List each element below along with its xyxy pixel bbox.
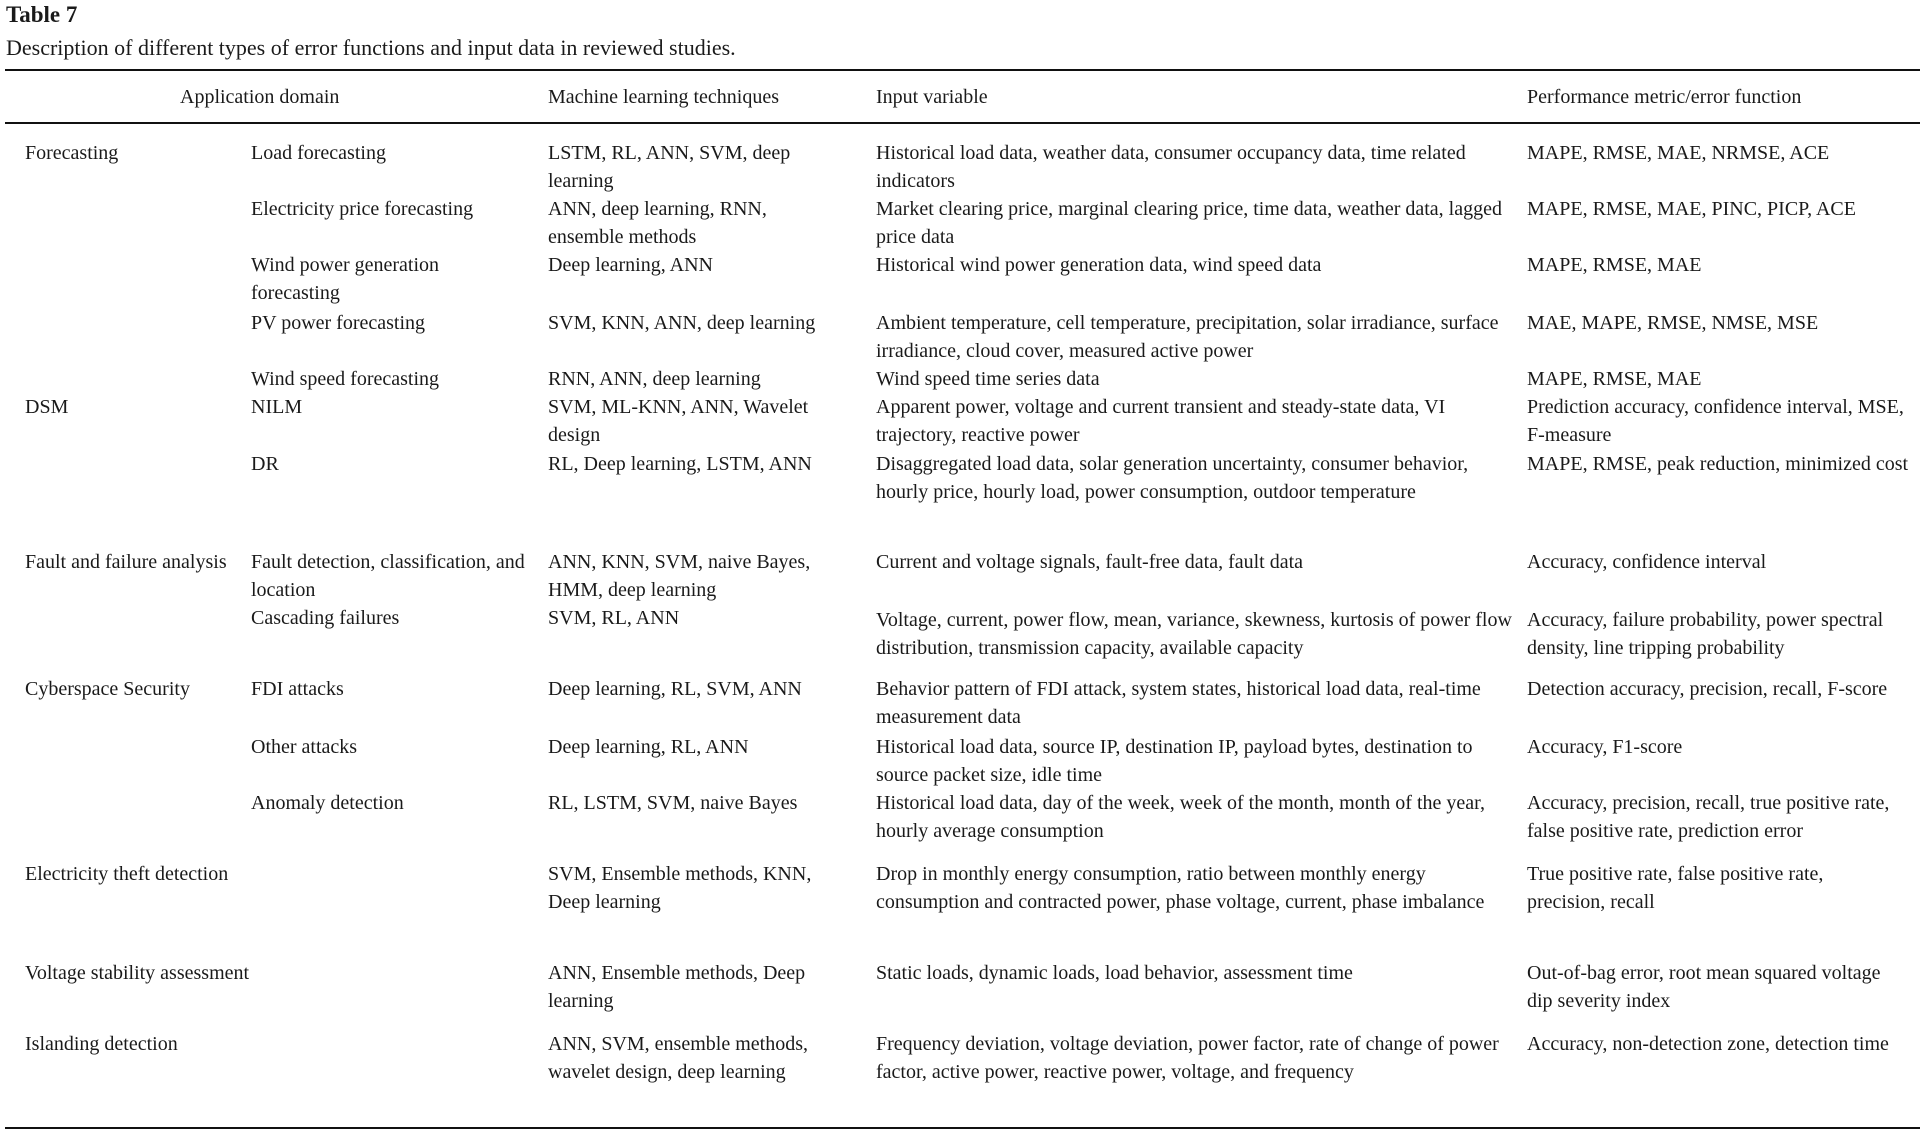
inputs-cell: Market clearing price, marginal clearing price, time data, weather data, lagged price data (876, 198, 1502, 248)
subdomain-cell: NILM (251, 396, 303, 418)
inputs-cell: Behavior pattern of FDI attack, system states, historical load data, real-time measurement data (876, 678, 1481, 728)
inputs-cell: Drop in monthly energy consumption, ratio between monthly energy consumption and contracted power, phase voltage, current, phase imbalance (876, 863, 1485, 913)
metrics-cell: Accuracy, precision, recall, true positive rate, false positive rate, prediction error (1527, 792, 1890, 842)
inputs-cell: Ambient temperature, cell temperature, precipitation, solar irradiance, surface irradiance, cloud cover, measured active power (876, 312, 1499, 362)
subdomain-cell: Cascading failures (251, 607, 400, 629)
techniques-cell: ANN, Ensemble methods, Deep learning (548, 962, 806, 1012)
techniques-cell: LSTM, RL, ANN, SVM, deep learning (548, 142, 791, 192)
subdomain-cell: Other attacks (251, 736, 358, 758)
metrics-cell: Accuracy, failure probability, power spectral density, line tripping probability (1527, 609, 1884, 659)
techniques-cell: RL, Deep learning, LSTM, ANN (548, 453, 812, 475)
metrics-cell: Out-of-bag error, root mean squared voltage dip severity index (1527, 962, 1881, 1012)
header-rule (5, 122, 1920, 124)
techniques-cell: RNN, ANN, deep learning (548, 368, 761, 390)
metrics-cell: Detection accuracy, precision, recall, F-score (1527, 678, 1888, 700)
metrics-cell: Prediction accuracy, confidence interval, MSE, F-measure (1527, 396, 1904, 446)
subdomain-cell: Fault detection, classification, and location (251, 551, 525, 601)
metrics-cell: True positive rate, false positive rate, precision, recall (1527, 863, 1824, 913)
subdomain-cell: Wind speed forecasting (251, 368, 440, 390)
table-caption: Description of different types of error functions and input data in reviewed studies. (6, 35, 736, 60)
subdomain-cell: PV power forecasting (251, 312, 426, 334)
metrics-cell: MAPE, RMSE, MAE (1527, 254, 1702, 276)
techniques-cell: Deep learning, RL, ANN (548, 736, 749, 758)
inputs-cell: Disaggregated load data, solar generation uncertainty, consumer behavior, hourly price, hourly load, power consumption, outdoor temperature (876, 453, 1469, 503)
techniques-cell: ANN, SVM, ensemble methods, wavelet design, deep learning (548, 1033, 808, 1083)
techniques-cell: SVM, RL, ANN (548, 607, 680, 629)
bottom-rule (5, 1127, 1920, 1129)
metrics-cell: MAPE, RMSE, MAE, NRMSE, ACE (1527, 142, 1830, 164)
metrics-cell: MAPE, RMSE, MAE (1527, 368, 1702, 390)
techniques-cell: Deep learning, ANN (548, 254, 713, 276)
metrics-cell: Accuracy, confidence interval (1527, 551, 1767, 573)
inputs-cell: Frequency deviation, voltage deviation, power factor, rate of change of power factor, active power, reactive power, voltage, and frequency (876, 1033, 1499, 1083)
techniques-cell: ANN, deep learning, RNN, ensemble methods (548, 198, 767, 248)
inputs-cell: Wind speed time series data (876, 368, 1100, 390)
inputs-cell: Static loads, dynamic loads, load behavior, assessment time (876, 962, 1353, 984)
metrics-cell: MAPE, RMSE, MAE, PINC, PICP, ACE (1527, 198, 1856, 220)
subdomain-cell: FDI attacks (251, 678, 344, 700)
techniques-cell: SVM, KNN, ANN, deep learning (548, 312, 816, 334)
techniques-cell: SVM, ML-KNN, ANN, Wavelet design (548, 396, 809, 446)
metrics-cell: MAPE, RMSE, peak reduction, minimized cost (1527, 453, 1909, 475)
metrics-cell: Accuracy, non-detection zone, detection time (1527, 1033, 1889, 1055)
inputs-cell: Historical load data, day of the week, week of the month, month of the year, hourly average consumption (876, 792, 1486, 842)
inputs-cell: Historical load data, weather data, consumer occupancy data, time related indicators (876, 142, 1466, 192)
inputs-cell: Voltage, current, power flow, mean, variance, skewness, kurtosis of power flow distribution, transmission capacity, available capacity (876, 609, 1512, 659)
domain-cell: Forecasting (25, 142, 119, 164)
subdomain-cell: Anomaly detection (251, 792, 404, 814)
inputs-cell: Current and voltage signals, fault-free data, fault data (876, 551, 1304, 573)
subdomain-cell: Wind power generation forecasting (251, 254, 440, 304)
header-ml-techniques: Machine learning techniques (548, 86, 780, 108)
techniques-cell: SVM, Ensemble methods, KNN, Deep learning (548, 863, 812, 913)
metrics-cell: Accuracy, F1-score (1527, 736, 1683, 758)
techniques-cell: ANN, KNN, SVM, naive Bayes, HMM, deep learning (548, 551, 811, 601)
header-input-variable: Input variable (876, 86, 988, 108)
domain-cell: Electricity theft detection (25, 863, 229, 885)
inputs-cell: Historical load data, source IP, destination IP, payload bytes, destination to source packet size, idle time (876, 736, 1473, 786)
subdomain-cell: Electricity price forecasting (251, 198, 474, 220)
inputs-cell: Apparent power, voltage and current transient and steady-state data, VI trajectory, reactive power (876, 396, 1446, 446)
domain-cell: Cyberspace Security (25, 678, 190, 700)
metrics-cell: MAE, MAPE, RMSE, NMSE, MSE (1527, 312, 1819, 334)
header-application-domain: Application domain (180, 86, 340, 108)
inputs-cell: Historical wind power generation data, wind speed data (876, 254, 1322, 276)
domain-cell: Islanding detection (25, 1033, 178, 1055)
subdomain-cell: DR (251, 453, 279, 475)
domain-cell: Fault and failure analysis (25, 551, 227, 573)
table-title: Table 7 (6, 2, 78, 27)
subdomain-cell: Load forecasting (251, 142, 386, 164)
header-performance-metric: Performance metric/error function (1527, 86, 1802, 108)
domain-cell: DSM (25, 396, 69, 418)
domain-cell: Voltage stability assessment (25, 962, 250, 984)
techniques-cell: Deep learning, RL, SVM, ANN (548, 678, 802, 700)
techniques-cell: RL, LSTM, SVM, naive Bayes (548, 792, 798, 814)
top-rule (5, 69, 1920, 71)
